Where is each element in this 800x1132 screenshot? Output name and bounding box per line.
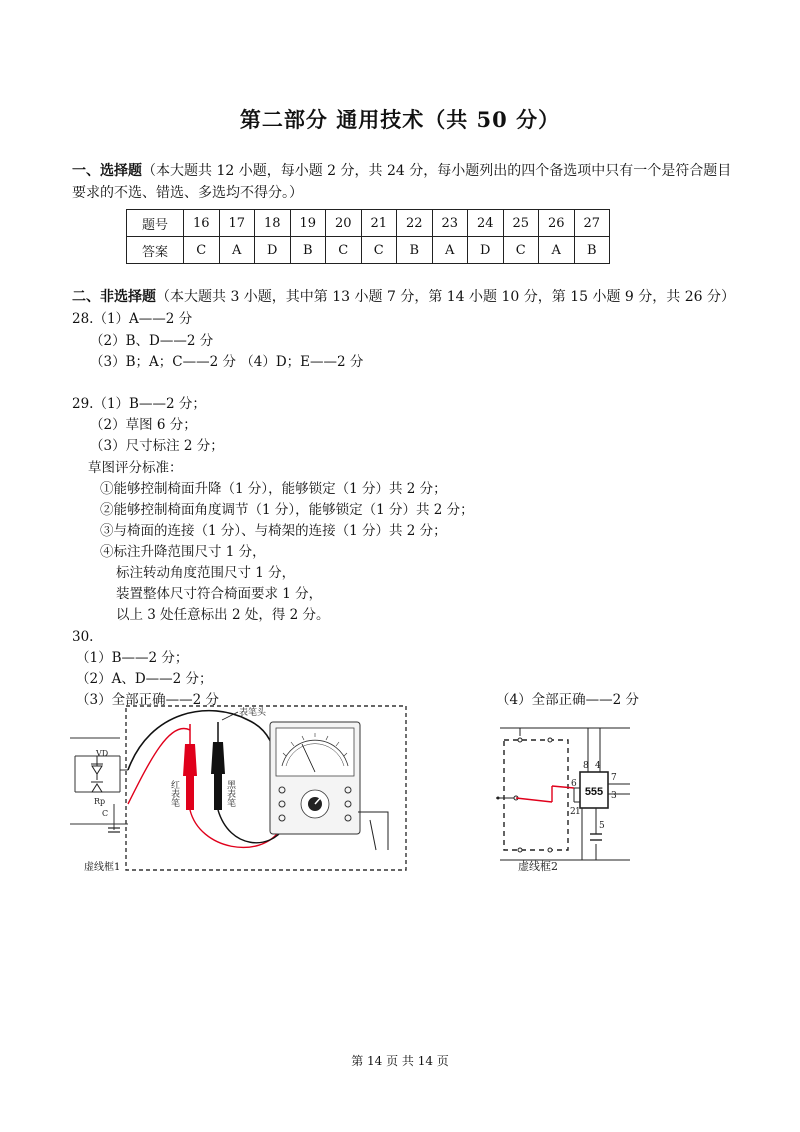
pin-label: 2 bbox=[570, 807, 576, 817]
table-row-label: 答案 bbox=[127, 237, 184, 264]
question-number: 23 bbox=[432, 210, 468, 237]
pin-label: 1 bbox=[575, 807, 581, 817]
q30-line2: （2）A、D——2 分； bbox=[76, 671, 213, 687]
probe-head-label: 表笔头 bbox=[239, 708, 267, 718]
answer-cell: C bbox=[503, 237, 539, 264]
page-title: 第二部分 通用技术（共 50 分） bbox=[239, 107, 561, 132]
pin-label: 6 bbox=[571, 779, 577, 789]
fig2-caption: 虚线框2 bbox=[518, 860, 558, 873]
multimeter-icon bbox=[270, 722, 360, 834]
question-number: 27 bbox=[574, 210, 610, 237]
black-probe bbox=[211, 722, 225, 810]
question-number: 20 bbox=[326, 210, 362, 237]
section2-intro bbox=[72, 286, 735, 308]
answer-cell: B bbox=[574, 237, 610, 264]
q28-line1: 28.（1）A——2 分 bbox=[72, 311, 193, 327]
diode-icon bbox=[91, 756, 103, 780]
answer-table bbox=[126, 209, 610, 264]
answer-cell: B bbox=[290, 237, 326, 264]
pin-label: 4 bbox=[595, 761, 601, 771]
q30-line3: （3）全部正确——2 分 bbox=[76, 692, 219, 708]
chip-label: 555 bbox=[584, 786, 604, 798]
table-row bbox=[127, 210, 610, 237]
red-probe bbox=[183, 724, 197, 810]
question-number: 26 bbox=[539, 210, 575, 237]
pin-label: 7 bbox=[611, 773, 617, 783]
q30-line1: （1）B——2 分； bbox=[76, 650, 189, 666]
capacitor-icon bbox=[590, 834, 602, 840]
q29-line9: 标注转动角度范围尺寸 1 分， bbox=[116, 565, 296, 581]
question-number: 16 bbox=[184, 210, 220, 237]
answer-cell: A bbox=[219, 237, 255, 264]
fig1-caption: 虚线框1 bbox=[84, 862, 121, 873]
rp-label: Rp bbox=[94, 797, 106, 806]
answer-cell: D bbox=[468, 237, 504, 264]
answer-cell: B bbox=[397, 237, 433, 264]
page-footer: 第 14 页 共 14 页 bbox=[351, 1054, 449, 1068]
question-number: 24 bbox=[468, 210, 504, 237]
question-number: 18 bbox=[255, 210, 291, 237]
table-row-label: 题号 bbox=[127, 210, 184, 237]
zener-icon bbox=[91, 782, 103, 792]
q29-line11: 以上 3 处任意标出 2 处，得 2 分。 bbox=[116, 607, 330, 623]
section1-heading: 一、选择题 bbox=[72, 163, 142, 179]
answer-cell: C bbox=[361, 237, 397, 264]
question-number: 19 bbox=[290, 210, 326, 237]
q29-line3: （3）尺寸标注 2 分； bbox=[90, 438, 224, 454]
q30-line4: （4）全部正确——2 分 bbox=[496, 692, 639, 708]
section1-desc-line1: （本大题共 12 小题，每小题 2 分，共 24 分，每小题列出的四个备选项中只有一个是符合题目 bbox=[142, 163, 732, 179]
q29-line4: 草图评分标准： bbox=[88, 460, 183, 476]
multimeter-circuit-figure bbox=[70, 700, 410, 880]
q29-line1: 29.（1）B——2 分； bbox=[72, 396, 206, 412]
vd-label: VD bbox=[96, 749, 109, 758]
answer-cell: C bbox=[326, 237, 362, 264]
timer-555-circuit-figure bbox=[496, 716, 636, 876]
dashed-frame-2 bbox=[504, 740, 568, 850]
q28-line3: （3）B；A；C——2 分 （4）D；E——2 分 bbox=[90, 354, 364, 370]
section2-heading: 二、非选择题 bbox=[72, 289, 156, 305]
q28-line2: （2）B、D——2 分 bbox=[90, 333, 214, 349]
question-number: 21 bbox=[361, 210, 397, 237]
pin-label: 8 bbox=[583, 761, 589, 771]
q29-line5: ①能够控制椅面升降（1 分），能够锁定（1 分）共 2 分； bbox=[100, 481, 447, 497]
q29-line6: ②能够控制椅面角度调节（1 分），能够锁定（1 分）共 2 分； bbox=[100, 502, 474, 518]
q29-line10: 装置整体尺寸符合椅面要求 1 分， bbox=[116, 586, 323, 602]
section2-desc: （本大题共 3 小题，其中第 13 小题 7 分，第 14 小题 10 分，第 15 小题 9 分，共 26 分） bbox=[156, 289, 735, 305]
q30-number: 30. bbox=[72, 629, 94, 645]
q29-line7: ③与椅面的连接（1 分）、与椅架的连接（1 分）共 2 分； bbox=[100, 523, 447, 539]
section1-desc-line2: 要求的不选、错选、多选均不得分。） bbox=[72, 185, 303, 201]
section1-intro bbox=[72, 160, 731, 182]
answer-cell: A bbox=[539, 237, 575, 264]
dashed-frame-1 bbox=[126, 706, 406, 870]
question-number: 17 bbox=[219, 210, 255, 237]
answer-cell: A bbox=[432, 237, 468, 264]
q29-line2: （2）草图 6 分； bbox=[90, 417, 197, 433]
q29-line8: ④标注升降范围尺寸 1 分， bbox=[100, 544, 266, 560]
black-probe-label: 黑表笔 bbox=[225, 780, 235, 807]
question-number: 25 bbox=[503, 210, 539, 237]
question-number: 22 bbox=[397, 210, 433, 237]
answer-cell: C bbox=[184, 237, 220, 264]
table-row bbox=[127, 237, 610, 264]
red-probe-label: 红表笔 bbox=[169, 780, 179, 807]
pin-label: 5 bbox=[599, 821, 605, 831]
pin-label: 3 bbox=[611, 791, 617, 801]
answer-cell: D bbox=[255, 237, 291, 264]
c-label: C bbox=[102, 809, 109, 818]
